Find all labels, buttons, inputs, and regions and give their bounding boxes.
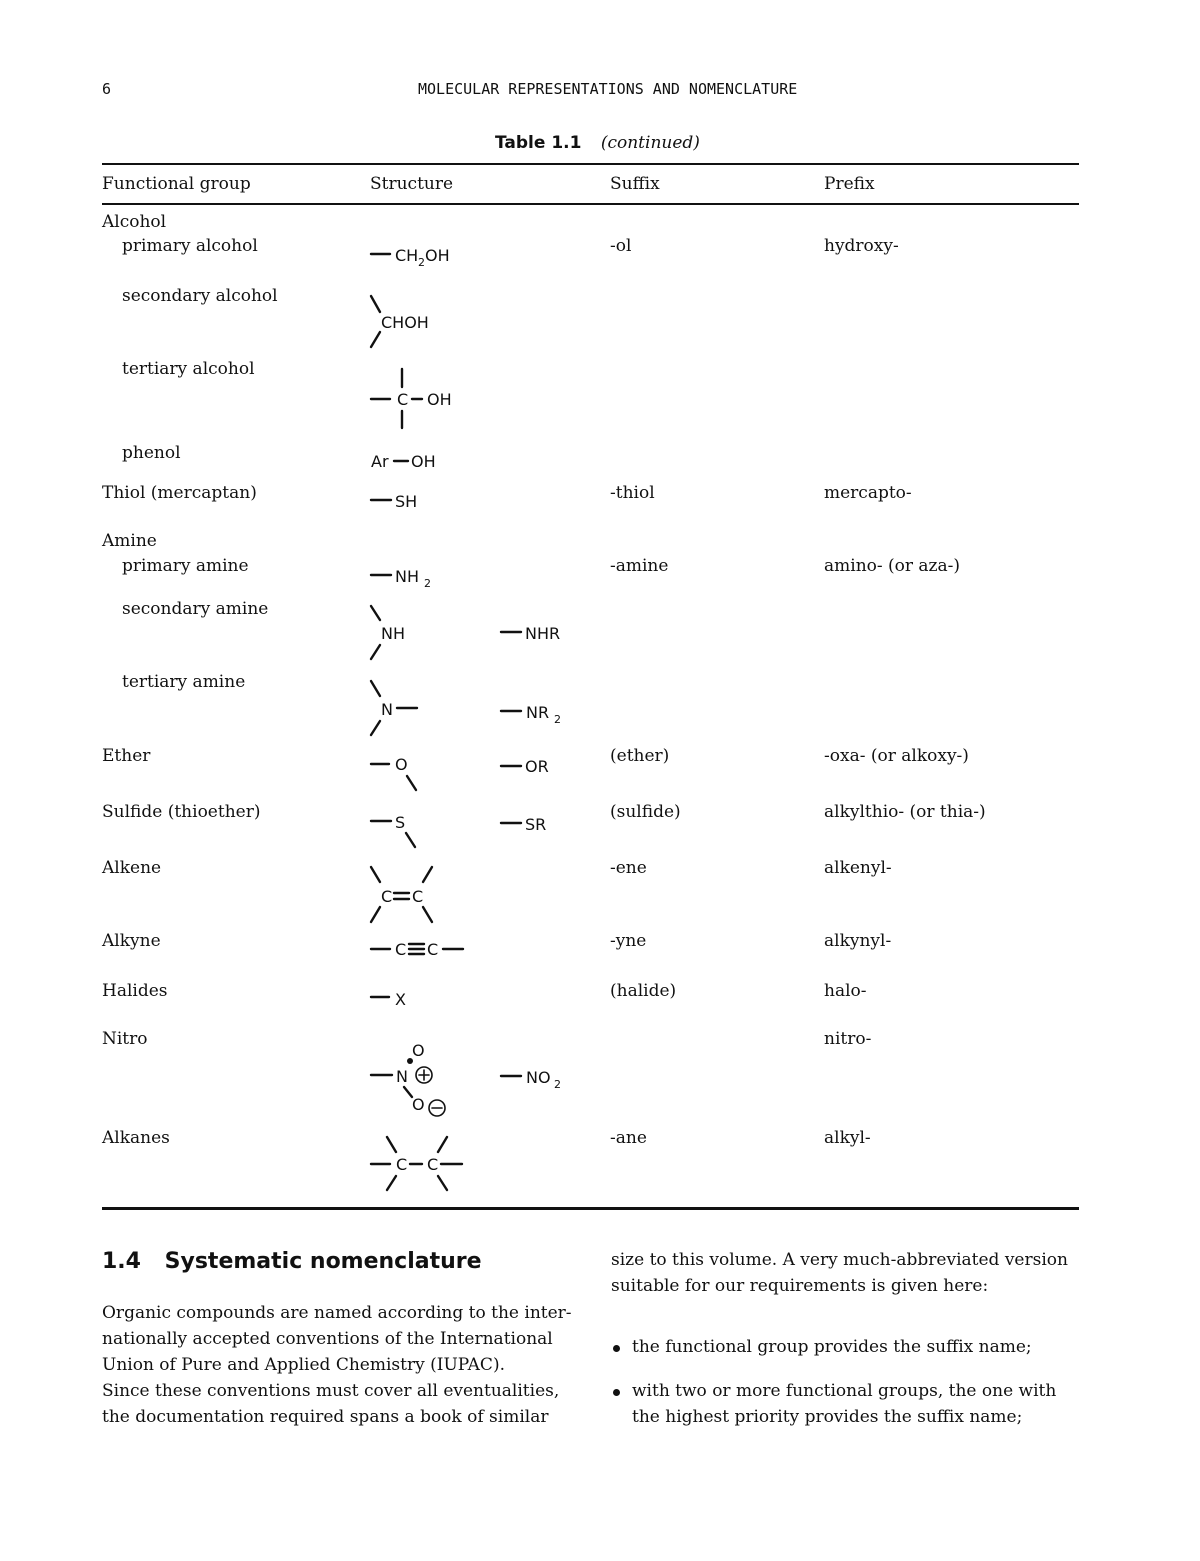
suffix-halides: (halide) <box>610 981 677 1001</box>
table-caption-label: Table 1.1 <box>495 133 582 153</box>
bullet-item <box>632 1334 1032 1360</box>
section-right-paragraph <box>611 1247 1079 1299</box>
structure-secondary-amine <box>371 606 560 659</box>
bullet-text: the highest priority provides the suffix name; <box>632 1407 1023 1427</box>
svg-text:C: C <box>396 1155 408 1174</box>
svg-text:OR: OR <box>525 757 549 776</box>
structure-sh <box>371 492 417 511</box>
svg-text:O: O <box>395 755 408 774</box>
paragraph-line: nationally accepted conventions of the International <box>102 1329 553 1349</box>
paragraph-line: Union of Pure and Applied Chemistry (IUPAC). <box>102 1355 505 1375</box>
suffix-alkanes: -ane <box>610 1128 647 1148</box>
svg-text:OH: OH <box>425 246 450 265</box>
section-left-paragraph <box>102 1300 570 1430</box>
section-heading <box>102 1249 482 1274</box>
svg-text:OH: OH <box>427 390 452 409</box>
svg-text:Ar: Ar <box>371 452 389 471</box>
bullet-item <box>632 1378 1056 1430</box>
svg-text:C: C <box>381 887 393 906</box>
bullet-dot <box>613 1345 620 1352</box>
svg-text:X: X <box>395 990 406 1009</box>
structure-tertiary-amine <box>371 681 561 735</box>
col-header-functional-group: Functional group <box>102 174 251 194</box>
prefix-ether: -oxa- (or alkoxy-) <box>824 746 969 766</box>
svg-text:NR: NR <box>526 703 550 722</box>
suffix-thiol: -thiol <box>610 483 655 503</box>
svg-text:CH: CH <box>395 246 419 265</box>
group-sulfide: Sulfide (thioether) <box>102 802 261 822</box>
svg-text:NH: NH <box>381 624 405 643</box>
structure-halide <box>371 990 406 1009</box>
structure-ch2oh <box>371 246 450 269</box>
prefix-thiol: mercapto- <box>824 483 912 503</box>
svg-text:2: 2 <box>554 1078 561 1091</box>
group-tertiary-amine: tertiary amine <box>122 672 246 692</box>
prefix-alkene: alkenyl- <box>824 858 892 878</box>
prefix-nitro: nitro- <box>824 1029 872 1049</box>
group-tertiary-alcohol: tertiary alcohol <box>122 359 255 379</box>
col-header-prefix: Prefix <box>824 174 875 194</box>
group-thiol: Thiol (mercaptan) <box>102 483 257 503</box>
svg-text:S: S <box>395 813 406 832</box>
col-header-suffix: Suffix <box>610 174 660 194</box>
svg-text:2: 2 <box>554 713 561 726</box>
prefix-alkanes: alkyl- <box>824 1128 871 1148</box>
prefix-primary-alcohol: hydroxy- <box>824 236 899 256</box>
page-number: 6 <box>102 80 112 98</box>
svg-text:CHOH: CHOH <box>381 313 429 332</box>
svg-text:NHR: NHR <box>525 624 561 643</box>
structure-alkanes <box>371 1137 462 1190</box>
suffix-sulfide: (sulfide) <box>610 802 681 822</box>
svg-text:NO: NO <box>526 1068 551 1087</box>
table-caption-note: (continued) <box>600 133 700 153</box>
structure-ether <box>371 755 549 790</box>
group-secondary-amine: secondary amine <box>122 599 269 619</box>
structure-nh2 <box>371 567 431 590</box>
group-alcohol: Alcohol <box>102 212 167 232</box>
group-primary-amine: primary amine <box>122 556 249 576</box>
suffix-primary-amine: -amine <box>610 556 669 576</box>
prefix-sulfide: alkylthio- (or thia-) <box>824 802 986 822</box>
table-bottom-rule <box>102 1207 1079 1210</box>
group-ether: Ether <box>102 746 151 766</box>
group-halides: Halides <box>102 981 168 1001</box>
col-header-structure: Structure <box>370 174 454 194</box>
svg-text:SR: SR <box>525 815 547 834</box>
structure-nitro <box>371 1041 561 1116</box>
svg-text:N: N <box>381 700 393 719</box>
structure-sulfide <box>371 813 546 847</box>
structure-alkene <box>371 867 432 922</box>
svg-text:O: O <box>412 1095 425 1114</box>
structure-chohl <box>371 296 429 347</box>
bullet-text: with two or more functional groups, the one with <box>632 1381 1057 1401</box>
structure-alkyne <box>371 940 463 959</box>
bullet-dot <box>613 1389 620 1396</box>
group-alkene: Alkene <box>102 858 162 878</box>
svg-text:C: C <box>395 940 407 959</box>
svg-text:N: N <box>396 1067 408 1086</box>
paragraph-line: Since these conventions must cover all eventualities, <box>102 1381 560 1401</box>
section-number: 1.4 <box>102 1249 141 1274</box>
prefix-halides: halo- <box>824 981 867 1001</box>
suffix-ether: (ether) <box>610 746 670 766</box>
group-alkanes: Alkanes <box>102 1128 170 1148</box>
paragraph-line: size to this volume. A very much-abbreviated version <box>611 1250 1068 1270</box>
paragraph-line: Organic compounds are named according to the inter- <box>102 1303 572 1323</box>
svg-text:SH: SH <box>395 492 418 511</box>
svg-text:2: 2 <box>418 256 425 269</box>
paragraph-line: the documentation required spans a book of similar <box>102 1407 549 1427</box>
svg-text:2: 2 <box>424 577 431 590</box>
svg-text:C: C <box>427 1155 439 1174</box>
structure-tertiary-alcohol <box>371 369 452 428</box>
prefix-alkyne: alkynyl- <box>824 931 892 951</box>
group-primary-alcohol: primary alcohol <box>122 236 258 256</box>
suffix-alkyne: -yne <box>610 931 647 951</box>
svg-text:C: C <box>397 390 409 409</box>
structure-phenol <box>371 452 436 471</box>
svg-text:NH: NH <box>395 567 419 586</box>
svg-text:C: C <box>427 940 439 959</box>
prefix-primary-amine: amino- (or aza-) <box>824 556 961 576</box>
group-nitro: Nitro <box>102 1029 148 1049</box>
svg-text:OH: OH <box>411 452 436 471</box>
group-secondary-alcohol: secondary alcohol <box>122 286 278 306</box>
svg-text:O: O <box>412 1041 425 1060</box>
suffix-alkene: -ene <box>610 858 647 878</box>
svg-text:C: C <box>412 887 424 906</box>
group-alkyne: Alkyne <box>102 931 161 951</box>
running-head: MOLECULAR REPRESENTATIONS AND NOMENCLATURE <box>418 80 798 98</box>
section-title: Systematic nomenclature <box>164 1249 482 1274</box>
group-amine: Amine <box>102 531 157 551</box>
paragraph-line: suitable for our requirements is given here: <box>611 1276 989 1296</box>
suffix-primary-alcohol: -ol <box>610 236 632 256</box>
group-phenol: phenol <box>122 443 181 463</box>
bullet-text: the functional group provides the suffix name; <box>632 1337 1032 1357</box>
